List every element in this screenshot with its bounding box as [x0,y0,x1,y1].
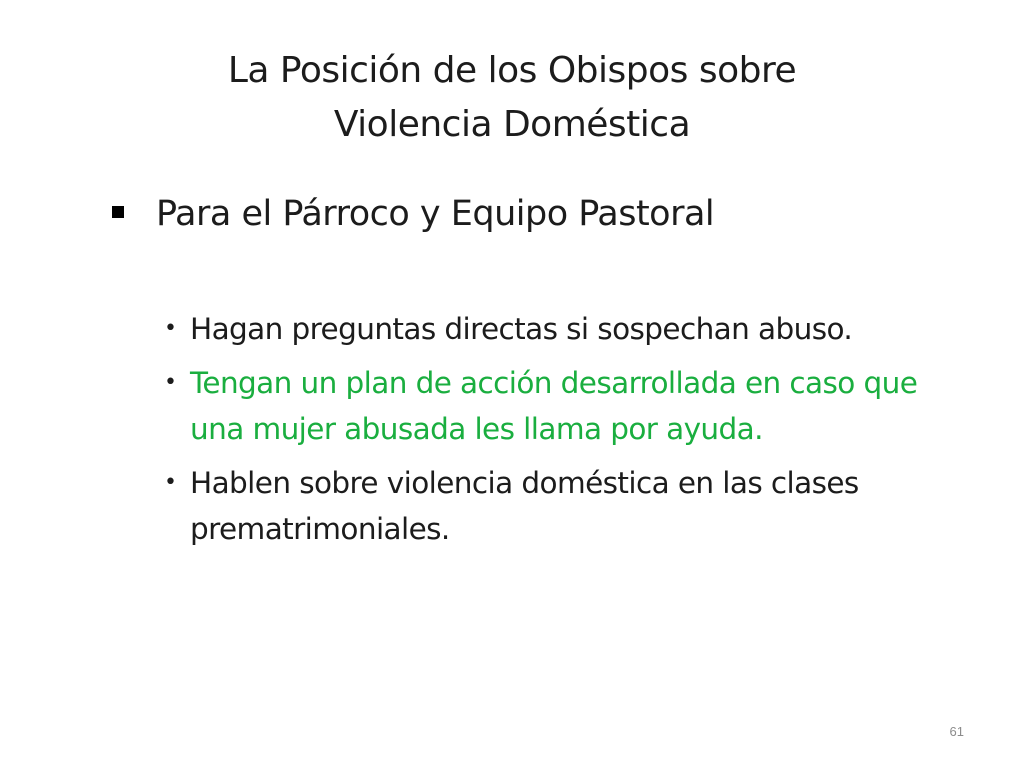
square-bullet-icon [112,206,124,218]
main-bullet-text: Para el Párroco y Equipo Pastoral [156,194,715,234]
page-number: 61 [949,724,964,739]
bullet-dot-icon: • [164,470,177,495]
main-bullet [112,188,714,240]
sub-bullet-list [164,306,964,560]
slide-title-line-2: Violencia Doméstica [333,104,691,145]
sub-bullet-text: Hablen sobre violencia doméstica en las clases prematrimoniales. [190,466,859,546]
slide-title [0,44,1024,152]
sub-bullet-text: Tengan un plan de acción desarrollada en caso que una mujer abusada les llama por ayuda. [190,366,918,446]
sub-bullet-item [164,306,964,352]
sub-bullet-text: Hagan preguntas directas si sospechan abuso. [190,312,853,346]
sub-bullet-item [164,360,964,452]
bullet-dot-icon: • [164,316,177,341]
slide-title-line-1: La Posición de los Obispos sobre [227,50,797,91]
sub-bullet-item [164,460,964,552]
bullet-dot-icon: • [164,370,177,395]
